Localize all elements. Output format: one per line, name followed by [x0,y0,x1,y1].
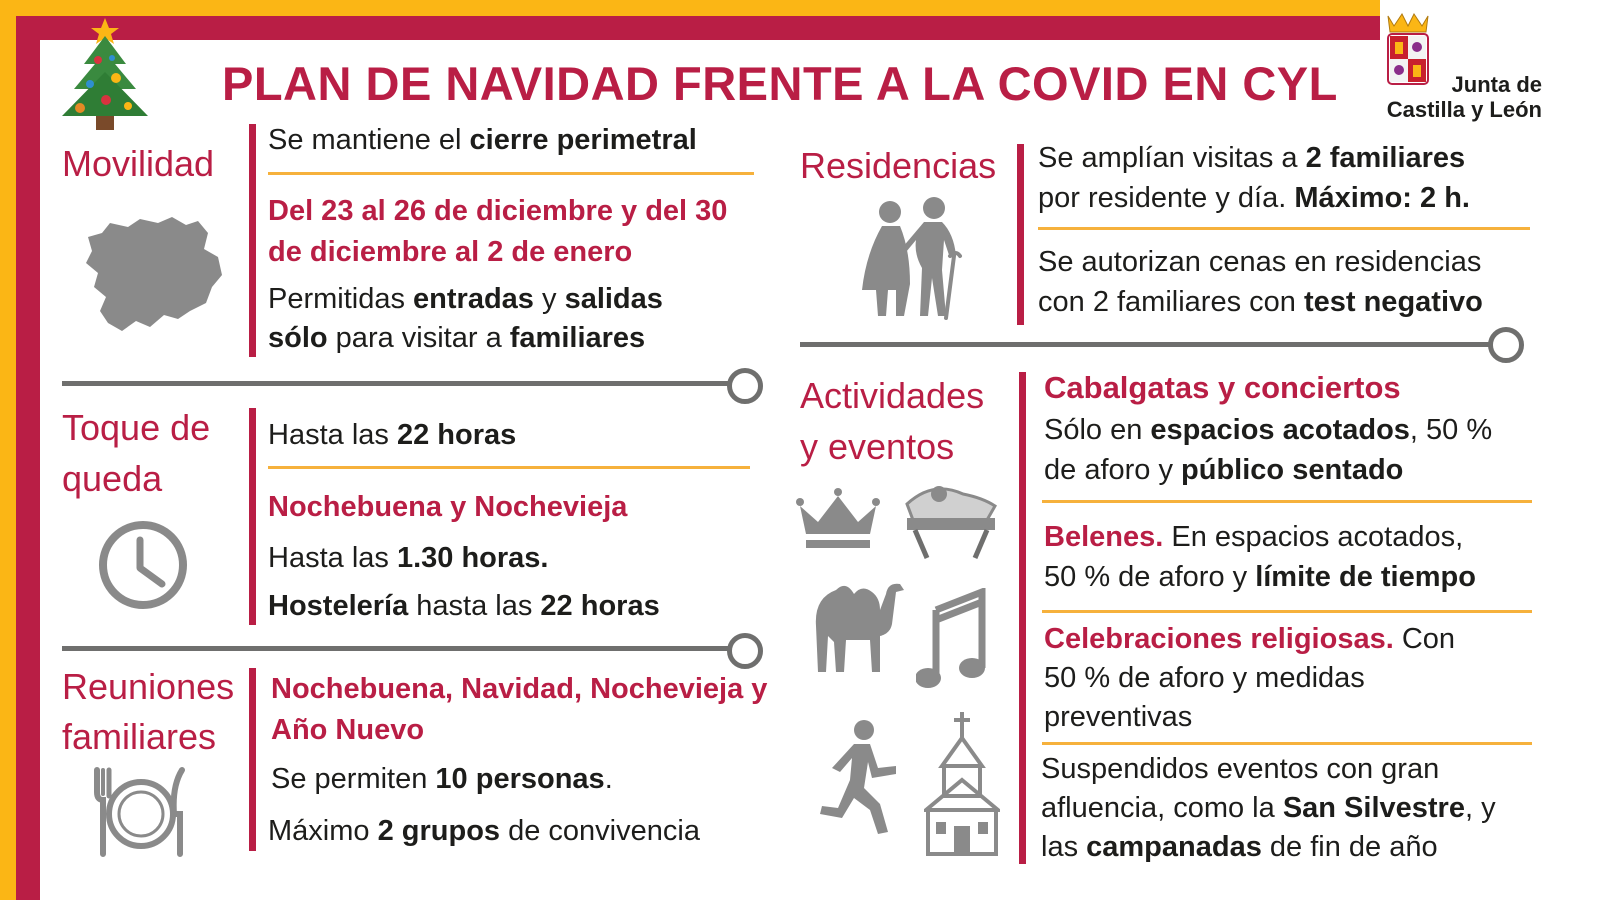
toque-p1 [268,415,758,455]
actividades-p1 [1044,368,1574,490]
actividades-p4 [1041,750,1581,867]
section-divider-line [800,342,1492,347]
text-bold: familiares [509,322,646,354]
text-bold: 22 horas [540,590,660,622]
text: Suspendidos eventos con gran [1041,753,1440,785]
actividades-heading [800,370,984,472]
text: Permitidas [268,283,414,315]
text: las [1041,831,1087,863]
page-title: PLAN DE NAVIDAD FRENTE A LA COVID EN CYL [222,57,1338,110]
movilidad-p2: Del 23 al 26 de diciembre y del 30 de diciembre al 2 de enero [268,195,728,268]
text-bold: 2 grupos [377,815,501,847]
toque-heading-line-1: Toque de [62,407,211,448]
reuniones-bar [249,668,256,851]
residencias-p2 [1038,242,1568,322]
actividades-p3 [1044,620,1574,737]
divider [268,172,754,175]
frame-top-yellow [0,0,1380,16]
reuniones-p1: Nochebuena, Navidad, Nochevieja y Año Nuevo [271,673,768,746]
section-divider-line [62,381,732,386]
movilidad-bar [249,124,256,357]
actividades-heading-line-1: Actividades [800,375,985,416]
actividades-p1-body [1044,410,1574,490]
section-divider-circle [727,368,763,404]
text: 50 % de aforo y medidas [1044,662,1365,694]
text-bold: espacios acotados [1150,414,1410,446]
movilidad-p3 [268,280,768,358]
text-bold: 10 personas [435,763,605,795]
text: de convivencia [500,815,700,847]
reuniones-heading-line-1: Reuniones [62,666,235,707]
reuniones-heading [62,662,234,762]
divider [1038,227,1530,230]
residencias-bar [1017,144,1024,325]
section-divider-line [62,646,732,651]
cutlery-plate-icon [92,766,190,858]
text-bold: 1.30 horas. [396,542,549,574]
toque-p3 [268,538,768,578]
text: Se amplían visitas a [1038,142,1306,174]
divider [1042,500,1532,503]
text-bold: San Silvestre [1282,792,1465,824]
divider [268,466,750,469]
frame-left-red [16,16,40,900]
text-bold: Hostelería [268,590,409,622]
toque-heading-line-2: queda [62,458,163,499]
text: de aforo y [1044,454,1182,486]
divider [1042,742,1532,745]
actividades-p2 [1044,517,1574,597]
text: Se mantiene el [268,124,470,156]
music-note-icon [916,588,988,692]
toque-p2: Nochebuena y Nochevieja [268,491,628,523]
text: afluencia, como la [1041,792,1283,824]
text: Con [1393,623,1456,655]
text: Hasta las [268,419,397,451]
section-divider-circle [727,633,763,669]
text-bold: sólo [268,322,328,354]
actividades-p1-title: Cabalgatas y conciertos [1044,370,1401,405]
text: Se permiten [271,763,436,795]
text: con 2 familiares con [1038,286,1304,318]
text-bold: Máximo: 2 h. [1294,182,1470,214]
section-divider-circle [1488,327,1524,363]
residencias-p1 [1038,138,1568,218]
text-bold: público sentado [1181,454,1404,486]
text-bold: entradas [413,283,534,315]
map-icon [80,215,225,333]
reuniones-p2 [271,759,771,799]
text: y [533,283,565,315]
frame-left-yellow [0,0,16,900]
toque-heading [62,402,210,504]
text: Hasta las [268,542,397,574]
text: preventivas [1044,701,1193,733]
residencias-heading: Residencias [800,145,997,186]
text: Sólo en [1044,414,1151,446]
text: para visitar a [327,322,510,354]
elderly-couple-icon [844,194,968,320]
actividades-heading-line-2: y eventos [800,426,955,467]
divider [1042,610,1532,613]
text: hasta las [408,590,541,622]
text: Se autorizan cenas en residencias [1038,246,1482,278]
movilidad-p1 [268,120,758,160]
clock-icon [96,518,190,612]
church-icon [924,710,1000,856]
actividades-bar [1019,372,1026,864]
nativity-crib-icon [903,480,999,560]
logo-line-2: Castilla y León [1386,97,1542,122]
text-bold: salidas [564,283,663,315]
text: de fin de año [1261,831,1438,863]
text: En espacios acotados, [1163,521,1464,553]
text: , y [1464,792,1496,824]
logo-text [1362,72,1542,122]
runner-icon [812,718,908,836]
logo-line-1: Junta de [1451,72,1542,97]
text: Máximo [268,815,378,847]
text: 50 % de aforo y [1044,561,1256,593]
toque-bar [249,408,256,625]
toque-p4 [268,586,768,626]
reuniones-p3 [268,811,768,851]
camel-icon [810,576,906,674]
text-bold: campanadas [1086,831,1262,863]
text-red: Celebraciones religiosas. [1044,623,1394,655]
text-bold: 2 familiares [1305,142,1466,174]
text: , 50 % [1409,414,1493,446]
crown-icon [796,488,880,552]
text-bold: test negativo [1303,286,1483,318]
text-bold: límite de tiempo [1255,561,1476,593]
text-red: Belenes. [1044,521,1164,553]
text-bold: 22 horas [396,419,517,451]
text: . [604,763,613,795]
reuniones-heading-line-2: familiares [62,716,217,757]
movilidad-heading: Movilidad [62,143,215,184]
text: por residente y día. [1038,182,1295,214]
christmas-tree-icon [56,14,154,134]
frame-top-red [16,16,1380,40]
text-bold: cierre perimetral [469,124,697,156]
